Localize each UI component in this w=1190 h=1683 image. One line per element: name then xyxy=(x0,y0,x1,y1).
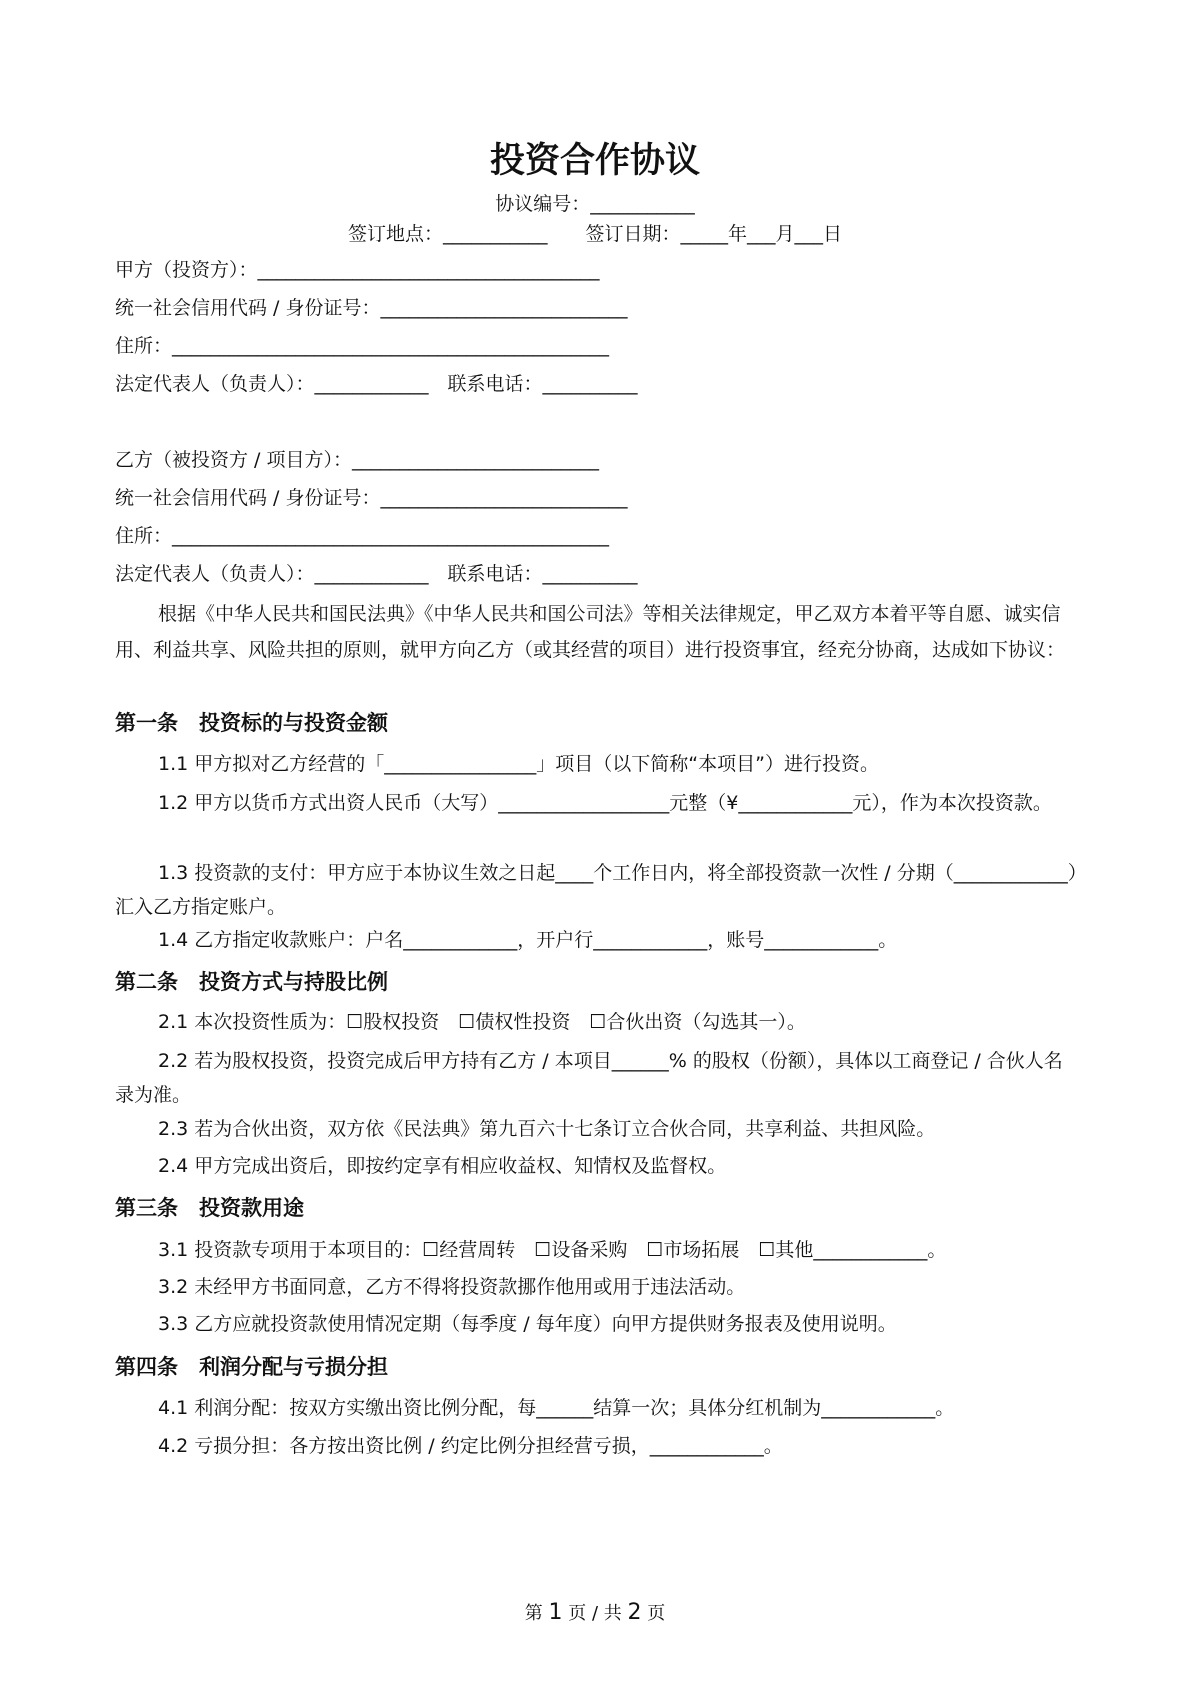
party-a-name: 甲方（投资方）：____________________________________ xyxy=(115,259,600,281)
footer-prefix: 第 xyxy=(524,1603,543,1624)
clause-4-1: 4.1 利润分配：按双方实缴出资比例分配，每______结算一次；具体分红机制为____________。 xyxy=(158,1397,955,1419)
footer-suffix: 页 xyxy=(647,1603,666,1624)
clause-2-4: 2.4 甲方完成出资后，即按约定享有相应收益权、知情权及监督权。 xyxy=(158,1155,727,1177)
article-4-heading: 第四条 利润分配与亏损分担 xyxy=(115,1355,388,1379)
document-title: 投资合作协议 xyxy=(489,141,700,181)
party-a-address: 住所：______________________________________________ xyxy=(115,335,610,357)
agreement-number: 协议编号：___________ xyxy=(495,193,695,215)
current-page-number: 1 xyxy=(548,1600,563,1625)
party-b-name: 乙方（被投资方 / 项目方）：__________________________ xyxy=(115,449,599,471)
clause-1-4: 1.4 乙方指定收款账户：户名____________，开户行____________，账号____________。 xyxy=(158,929,898,951)
clause-3-1: 3.1 投资款专项用于本项目的：☐经营周转 ☐设备采购 ☐市场拓展 ☐其他____________。 xyxy=(158,1239,947,1261)
preamble-paragraph: 根据《中华人民共和国民法典》《中华人民共和国公司法》等相关法律规定，甲乙双方本着平等自愿、诚实信用、利益共享、风险共担的原则，就甲方向乙方（或其经营的项目）进行投资事宜，经充分协商，达成如下协议： xyxy=(115,603,1066,661)
clause-2-2: 2.2 若为股权投资，投资完成后甲方持有乙方 / 本项目______% 的股权（份额），具体以工商登记 / 合伙人名录为准。 xyxy=(115,1050,1063,1106)
signing-place-date: 签订地点：___________ 签订日期：_____年___月___日 xyxy=(347,223,842,245)
page-footer xyxy=(0,1598,1190,1629)
party-a-representative: 法定代表人（负责人）：____________ 联系电话：__________ xyxy=(115,373,638,395)
clause-3-3: 3.3 乙方应就投资款使用情况定期（每季度 / 每年度）向甲方提供财务报表及使用说明。 xyxy=(158,1313,897,1335)
party-b-representative: 法定代表人（负责人）：____________ 联系电话：__________ xyxy=(115,563,638,585)
party-a-credit-code: 统一社会信用代码 / 身份证号：__________________________ xyxy=(115,297,628,319)
clause-3-2: 3.2 未经甲方书面同意，乙方不得将投资款挪作他用或用于违法活动。 xyxy=(158,1276,746,1298)
footer-middle: 页 / 共 xyxy=(568,1603,622,1624)
article-2-heading: 第二条 投资方式与持股比例 xyxy=(115,970,388,994)
total-page-number: 2 xyxy=(627,1600,642,1625)
clause-1-1: 1.1 甲方拟对乙方经营的「________________」项目（以下简称“本项目”）进行投资。 xyxy=(158,753,879,775)
clause-2-1: 2.1 本次投资性质为：☐股权投资 ☐债权性投资 ☐合伙出资（勾选其一）。 xyxy=(158,1011,806,1033)
clause-4-2: 4.2 亏损分担：各方按出资比例 / 约定比例分担经营亏损，____________。 xyxy=(158,1435,783,1457)
party-b-address: 住所：______________________________________________ xyxy=(115,525,610,547)
clause-1-3: 1.3 投资款的支付：甲方应于本协议生效之日起____个工作日内，将全部投资款一次性 / 分期（____________）汇入乙方指定账户。 xyxy=(115,862,1078,918)
article-3-heading: 第三条 投资款用途 xyxy=(115,1196,304,1220)
clause-2-3: 2.3 若为合伙出资，双方依《民法典》第九百六十七条订立合伙合同，共享利益、共担风险。 xyxy=(158,1118,936,1140)
party-b-credit-code: 统一社会信用代码 / 身份证号：__________________________ xyxy=(115,487,628,509)
article-1-heading: 第一条 投资标的与投资金额 xyxy=(115,711,388,735)
clause-1-2: 1.2 甲方以货币方式出资人民币（大写）__________________元整（¥____________元），作为本次投资款。 xyxy=(158,792,1052,814)
